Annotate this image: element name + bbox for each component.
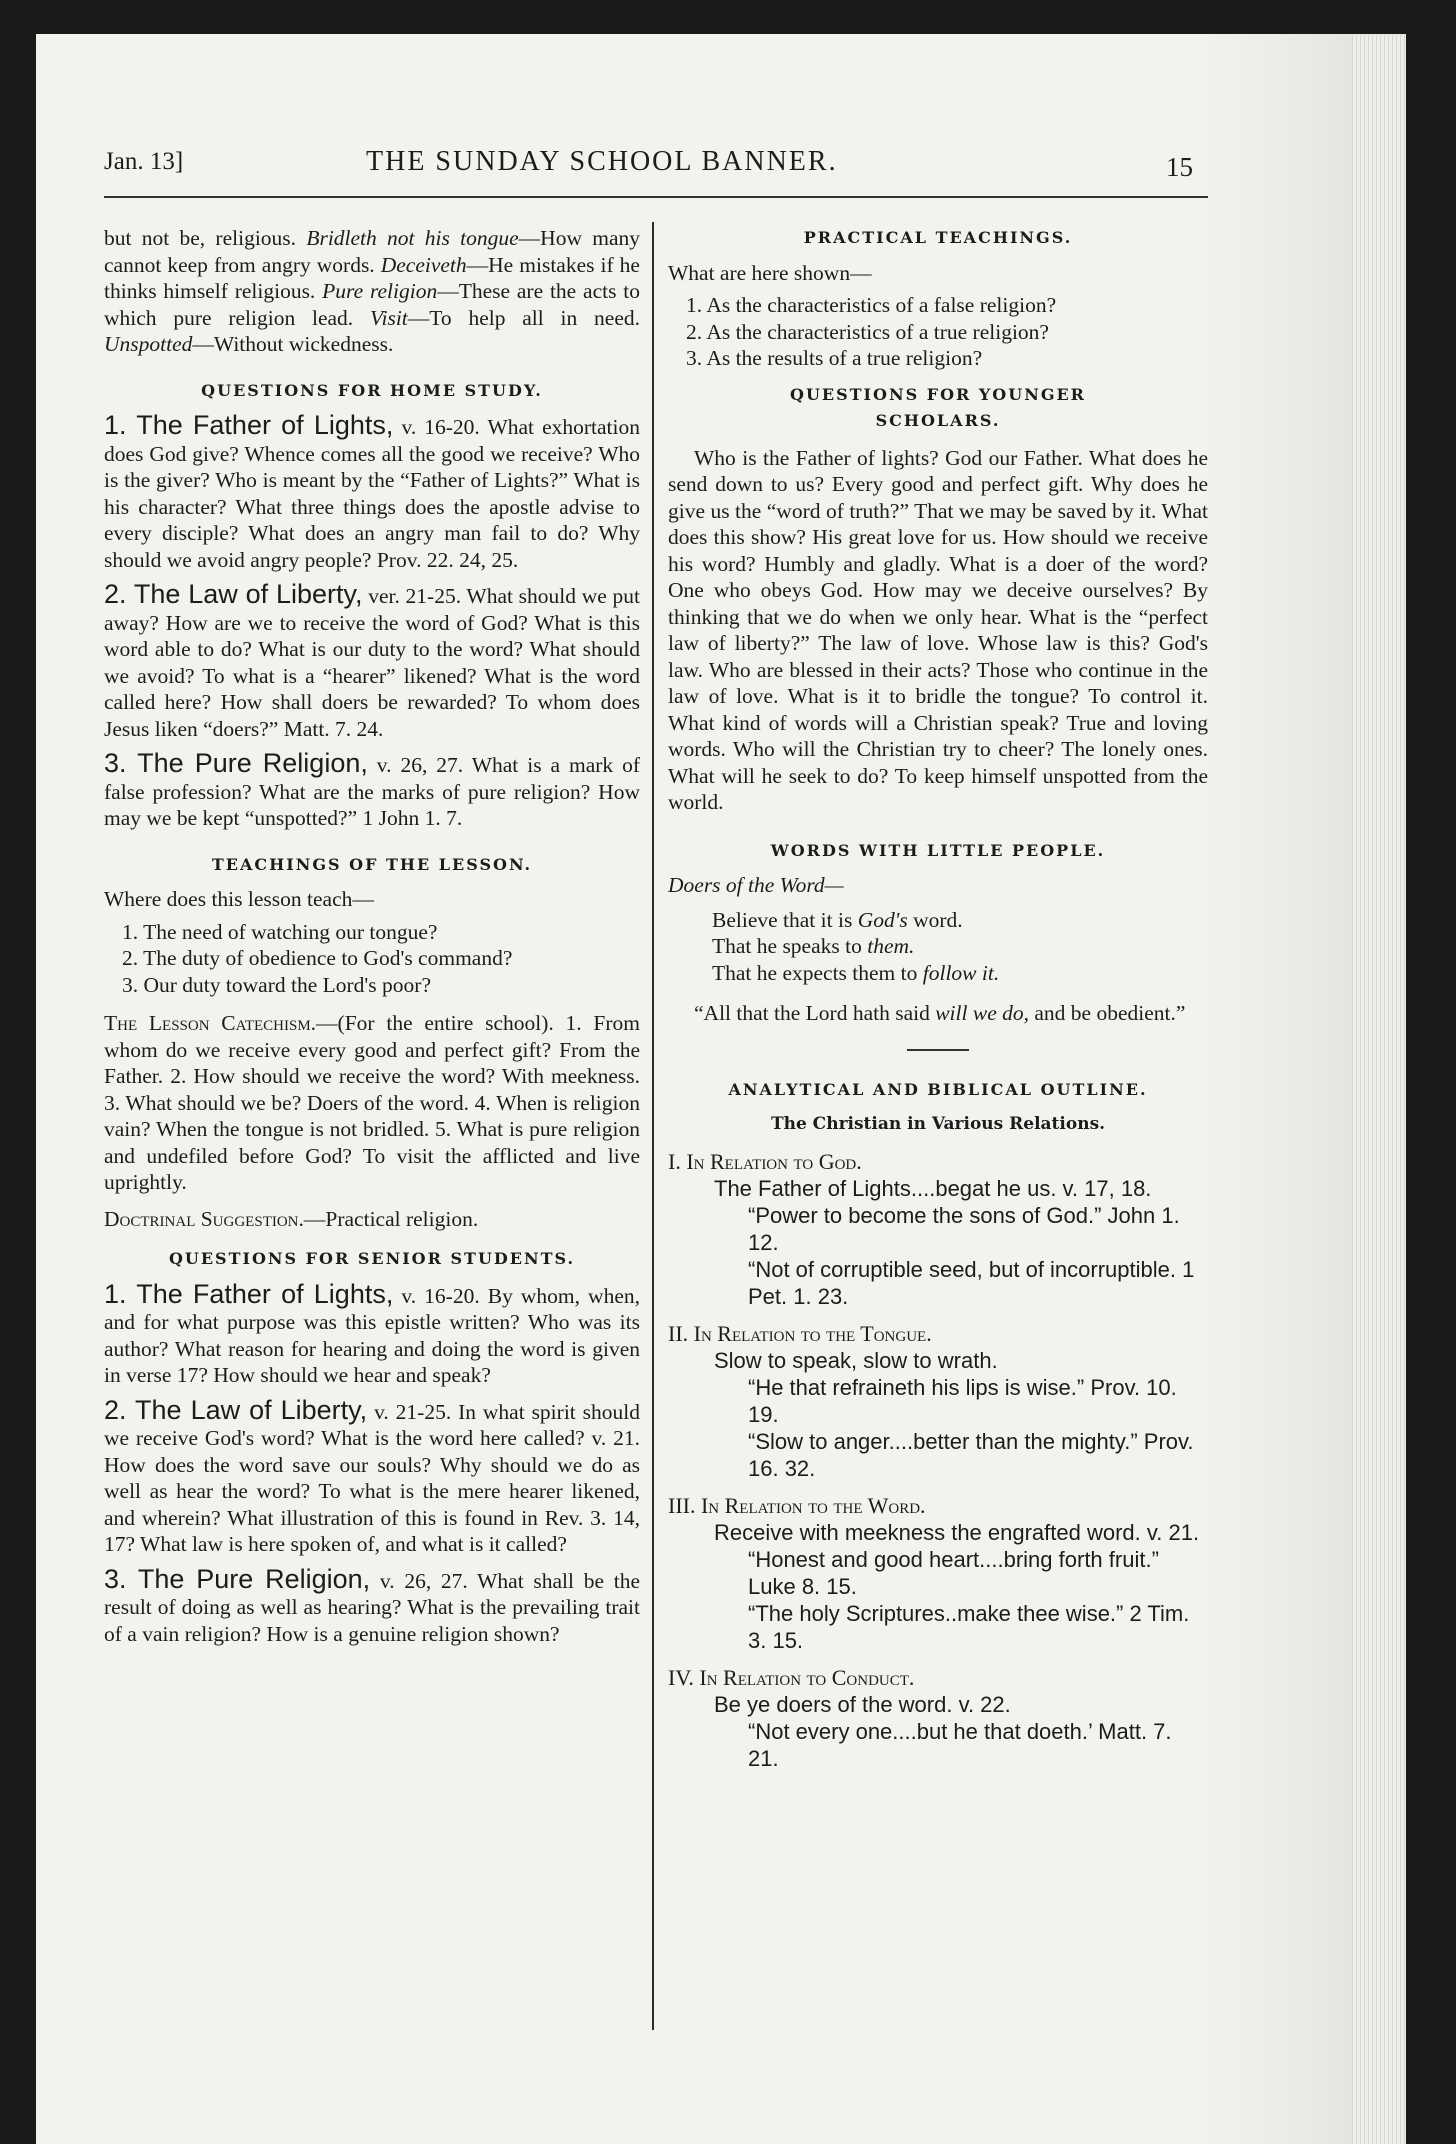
question-title: 2. The Law of Liberty, [104,1394,368,1425]
list-item: 2. The duty of obedience to God's command? [122,946,513,970]
verse-line [712,960,1208,987]
question-body: By whom, when, and for what purpose was this epistle written? Who was its author? What reason for hearing and doing the word is given in verse 17? How should we hear and speak? [104,1283,640,1387]
outline-heading: ANALYTICAL AND BIBLICAL OUTLINE. [728,1079,1148,1099]
question-title: 1. The Father of Lights, [104,1278,394,1309]
column-divider [652,222,654,2030]
outline-line: “Not every one....but he that doeth.’ Matt. 7. 21. [748,1718,1172,1771]
verse-emph: them. [867,934,915,958]
outline-line: “Honest and good heart....bring forth fruit.” Luke 8. 15. [748,1546,1159,1599]
verse-ref: v. 21-25. [367,1399,452,1424]
teachings-list [122,919,640,999]
practical-intro: What are here shown— [668,260,872,285]
doctrinal-label: Doctrinal Suggestion. [104,1206,304,1231]
senior-item-3 [104,1563,640,1648]
younger-text: Who is the Father of lights? God our Father. What does he send down to us? Every good and perfect gift. Why does he give us the “word of truth?” That we may be saved by it. What does this show? His great love for us. How should we receive his word? Humbly and gladly. What is a doer of the word? One who obeys God. How may we deceive ourselves? By thinking that we do when we only hear. What is the “perfect law of liberty?” The law of love. Whose law is this? God's law. Who are blessed in their acts? Those who continue in the law of love. What is it to bridle the tongue? To control it. What kind of words will a Christian speak? True and loving words. Who will the Christian try to cheer? The lonely ones. What will he seek to do? To keep himself unspotted from the world. [668,445,1208,814]
outline-line: “Not of corruptible seed, but of incorruptible. 1 Pet. 1. 23. [748,1256,1195,1309]
verse-ref: v. 26, 27. [367,753,464,777]
doctrinal-suggestion [104,1206,640,1233]
verse-ref: ver. 21-25. [362,584,462,608]
outline-section-title: IV. In Relation to Conduct. [668,1664,915,1690]
intro-text: —These are the acts to which pure religion lead. [104,279,641,330]
verse-text: word. [907,907,963,932]
home-study-item-3 [104,750,640,832]
header-date: Jan. 13] [104,148,184,175]
outline-section-title: II. In Relation to the Tongue. [668,1320,932,1346]
practical-heading: PRACTICAL TEACHINGS. [803,228,1073,247]
section-rule [907,1049,969,1051]
senior-item-2 [104,1394,640,1558]
younger-heading-line: SCHOLARS. [875,411,1001,430]
catechism-label: The Lesson Catechism. [104,1011,317,1035]
quote-text: and be obedient.” [1029,1001,1186,1025]
verse-ref: v. 26, 27. [370,1568,468,1593]
outline-line: The Father of Lights....begat he us. v. 17, 18. [714,1175,1152,1201]
question-body: In what spirit should we receive God's word? What is the word here called? v. 21. How does the word save our souls? Why should we do as well as hear the word? To what is the mere hearer likened, and wherein? What illustration of this is found in Rev. 3. 14, 17? What law is here spoken of, and what is it called? [104,1399,640,1556]
intro-text: —How many cannot keep from angry words. [104,226,641,277]
little-people-verse [668,907,1208,987]
header-title: THE SUNDAY SCHOOL BANNER. [366,146,838,177]
outline-line: Be ye doers of the word. v. 22. [714,1691,1011,1717]
verse-text: Believe that it is [712,907,858,932]
home-study-heading: QUESTIONS FOR HOME STUDY. [201,380,543,400]
page-number: 15 [1166,152,1193,182]
younger-heading-line: QUESTIONS FOR YOUNGER [790,384,1086,404]
intro-term: Deceiveth [380,252,467,277]
intro-term: Unspotted [104,332,193,356]
little-people-heading: WORDS WITH LITTLE PEOPLE. [770,840,1106,860]
home-study-item-1 [104,412,640,573]
intro-term: Bridleth not his tongue [306,226,519,250]
question-title: 1. The Father of Lights, [104,410,394,440]
question-body: What is a mark of false profession? What are the marks of pure religion? How may we be kept “unspotted?” 1 John 1. 7. [104,753,641,830]
list-item: 2. As the characteristics of a true religion? [686,319,1049,344]
list-item: 1. The need of watching our tongue? [122,919,438,944]
question-title: 3. The Pure Religion, [104,1563,371,1594]
verse-line [712,907,1208,934]
outline-line: Slow to speak, slow to wrath. [714,1347,998,1373]
verse-text: That he speaks to [712,934,868,958]
intro-text: —Without wickedness. [192,332,394,356]
list-item: 1. As the characteristics of a false religion? [686,293,1057,317]
verse-line [712,933,1208,960]
quote-emph: will we do, [935,1001,1029,1025]
question-title: 3. The Pure Religion, [104,748,368,778]
list-item: 3. As the results of a true religion? [686,346,983,370]
header-rule [104,196,1208,198]
outline-line: Receive with meekness the engrafted word. v. 21. [714,1519,1200,1545]
intro-term: Pure religion [322,279,438,303]
lesson-catechism [104,1010,640,1196]
outline-body [668,1148,1208,1772]
intro-text: —To help all in need. [407,305,640,330]
verse-emph: follow it. [922,960,1000,985]
teachings-heading: TEACHINGS OF THE LESSON. [211,854,533,874]
catechism-text: —(For the entire school). 1. From whom do we receive every good and perfect gift? From the Father. 2. How should we receive the word? With meekness. 3. What should we be? Doers of the word. 4. When is religion vain? When the tongue is not bridled. 5. What is pure religion and undefiled before God? To visit the afflicted and live uprightly. [104,1011,641,1194]
verse-emph: God's [857,907,908,932]
outline-line: “Power to become the sons of God.” John 1. 12. [748,1202,1180,1255]
outline-line: “Slow to anger....better than the mighty.” Prov. 16. 32. [748,1428,1194,1481]
practical-list [686,292,1208,372]
little-people-quote [668,1000,1208,1027]
page-header [104,140,1208,200]
intro-text: —He mistakes if he thinks himself religious. [104,252,640,303]
teachings-intro: Where does this lesson teach— [104,887,374,911]
senior-heading: QUESTIONS FOR SENIOR STUDENTS. [168,1249,576,1268]
senior-item-1 [104,1278,640,1389]
home-study-item-2 [104,581,640,742]
left-column [104,225,640,1647]
younger-heading [668,382,1208,435]
intro-text: but not be, religious. [104,226,307,250]
outline-line: “The holy Scriptures..make thee wise.” 2 Tim. 3. 15. [748,1600,1190,1653]
quote-text: “All that the Lord hath said [694,1001,936,1025]
right-column [668,225,1208,1772]
question-body: What should we put away? How are we to receive the word of God? What is this word able to do? What is our duty to the word? What should we avoid? To what is a “hearer” likened? What is the word called here? How shall doers be rewarded? To whom does Jesus liken “doers?” Matt. 7. 24. [104,584,640,741]
verse-ref: v. 16-20. [393,415,480,439]
verse-ref: v. 16-20. [393,1283,480,1308]
verse-text: That he expects them to [712,960,923,985]
question-body: What shall be the result of doing as well as hearing? What is the prevailing trait of a vain religion? How is a genuine religion shown? [104,1568,640,1646]
little-people-subtitle: Doers of the Word— [668,873,844,897]
page-edge-pages [1352,34,1406,2144]
question-title: 2. The Law of Liberty, [104,579,363,609]
intro-paragraph [104,225,640,358]
outline-line: “He that refraineth his lips is wise.” Prov. 10. 19. [748,1374,1177,1427]
question-body: What exhortation does God give? Whence comes all the good we receive? Who is the giver? Who is meant by the “Father of Lights?” What is his character? What three things does the apostle advise to every disciple? What does an angry man fail to do? Why should we avoid angry people? Prov. 22. 24, 25. [104,415,640,572]
outline-section-title: III. In Relation to the Word. [668,1492,926,1518]
list-item: 3. Our duty toward the Lord's poor? [122,972,431,997]
doctrinal-text: —Practical religion. [303,1206,479,1231]
outline-subheading: The Christian in Various Relations. [770,1114,1106,1134]
intro-term: Visit [369,305,408,330]
outline-section-title: I. In Relation to God. [668,1148,862,1174]
